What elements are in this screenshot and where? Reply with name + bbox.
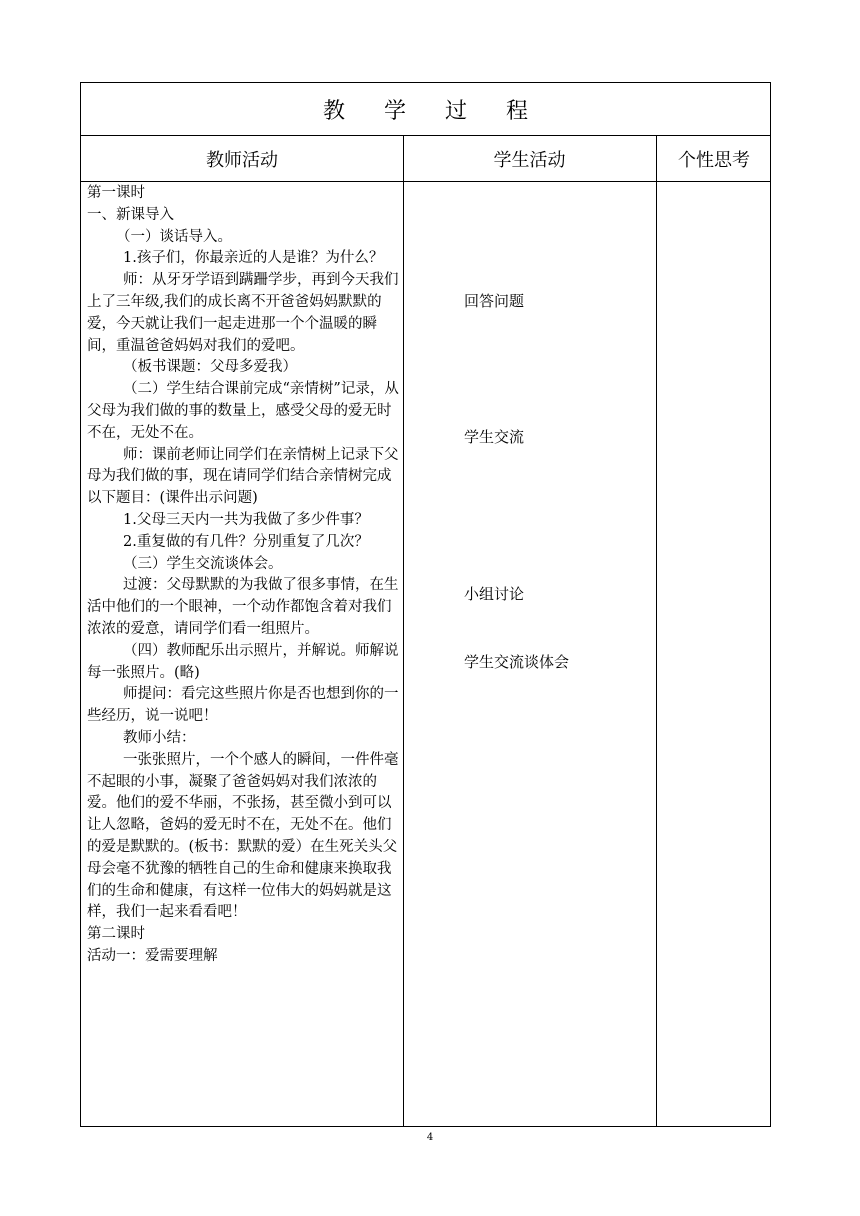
paragraph: 教师小结： [123, 729, 196, 746]
student-activity-item: 回答问题 [464, 292, 525, 310]
paragraph: 师：从牙牙学语到蹒跚学步，再到今天我们上了三年级,我们的成长离不开爸爸妈妈默默的爱，今天就让我们一起走进那一个个温暖的瞬间，重温爸爸妈妈对我们的爱吧。 [87, 272, 399, 354]
page-number: 4 [426, 1132, 434, 1143]
header-row [81, 136, 770, 182]
paragraph: 第一课时 [87, 185, 145, 201]
paragraph: 一、新课导入 [87, 206, 174, 223]
student-activity-item: 学生交流谈体会 [464, 653, 570, 671]
header-student: 学生活动 [493, 149, 566, 171]
table-title: 教 学 过 程 [81, 83, 770, 136]
paragraph: （二）学生结合课前完成“亲情树”记录，从父母为我们做的事的数量上，感受父母的爱无时不在，无处不在。 [87, 381, 399, 441]
paragraph: 1.孩子们，你最亲近的人是谁？为什么？ [123, 250, 384, 267]
column-divider [403, 136, 404, 1126]
header-reflection: 个性思考 [678, 149, 750, 171]
paragraph: 1.父母三天内一共为我做了多少件事？ [123, 511, 369, 528]
paragraph: 过渡：父母默默的为我做了很多事情，在生活中他们的一个眼神，一个动作都饱含着对我们浓浓的爱意，请同学们看一组照片。 [87, 577, 399, 637]
header-teacher: 教师活动 [206, 149, 278, 171]
paragraph: 师提问：看完这些照片你是否也想到你的一些经历，说一说吧！ [87, 686, 399, 725]
paragraph: （三）学生交流谈体会。 [123, 555, 283, 572]
paragraph: 2.重复做的有几件？分别重复了几次？ [123, 533, 369, 550]
column-divider [656, 136, 657, 1126]
paragraph: 师：课前老师让同学们在亲情树上记录下父母为我们做的事，现在请同学们结合亲情树完成以下题目：(课件出示问题) [87, 446, 399, 507]
student-activity-item: 小组讨论 [464, 585, 525, 603]
student-activity-item: 学生交流 [464, 428, 525, 446]
teacher-activity-cell [87, 183, 399, 968]
paragraph: 第二课时 [87, 926, 145, 943]
paragraph: 活动一：爱需要理解 [87, 947, 218, 964]
paragraph: 一张张照片，一个个感人的瞬间，一件件毫不起眼的小事，凝聚了爸爸妈妈对我们浓浓的爱。他们的爱不华丽，不张扬，甚至微小到可以让人忽略，爸妈的爱无时不在，无处不在。他们的爱是默默的。(板书：默默的爱）在生死关头父母会毫不犹豫的牺牲自己的生命和健康来换取我们的生命和健康，有这样一位伟大的妈妈就是这样，我们一起来看看吧！ [87, 751, 399, 921]
paragraph: （四）教师配乐出示照片，并解说。师解说每一张照片。(略) [87, 642, 399, 681]
paragraph: （板书课题：父母多爱我） [123, 359, 297, 376]
lesson-table [80, 82, 771, 1127]
paragraph: （一）谈话导入。 [116, 228, 232, 245]
